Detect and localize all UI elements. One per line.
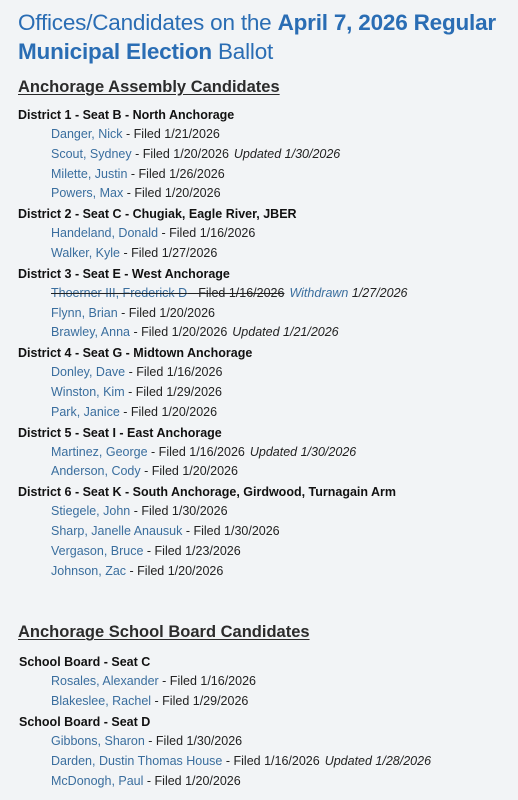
updated-note: Updated 1/30/2026 <box>233 146 341 161</box>
filed-date: - Filed 1/30/2026 <box>182 523 280 538</box>
candidate-row <box>18 443 518 463</box>
candidate-row <box>18 304 518 324</box>
candidate-link[interactable]: Park, Janice <box>51 404 120 419</box>
seat-heading: District 2 - Seat C - Chugiak, Eagle River, JBER <box>18 207 297 222</box>
seat-heading: District 3 - Seat E - West Anchorage <box>18 266 230 281</box>
filed-date: - Filed 1/16/2026 <box>158 226 256 241</box>
filed-date: - Filed 1/29/2026 <box>124 384 222 399</box>
filed-date: - Filed 1/27/2026 <box>120 245 218 260</box>
candidate-row <box>18 184 518 204</box>
candidate-link[interactable]: Stiegele, John <box>51 504 131 519</box>
filed-date: - Filed 1/29/2026 <box>151 694 249 709</box>
withdrawn-note <box>289 286 407 300</box>
seat-groups <box>18 652 518 791</box>
candidate-row <box>18 732 518 752</box>
withdrawn-label: Withdrawn <box>289 285 349 300</box>
seat-group <box>18 105 518 204</box>
candidate-link[interactable]: Rosales, Alexander <box>51 674 159 689</box>
filed-date: - Filed 1/20/2026 <box>119 404 218 419</box>
seat-heading: School Board - Seat D <box>19 714 151 729</box>
seat-heading: District 5 - Seat I - East Anchorage <box>18 425 222 440</box>
seat-heading: District 1 - Seat B - North Anchorage <box>18 108 235 122</box>
candidate-link[interactable]: Thoerner III, Frederick D <box>51 285 188 300</box>
filed-date: - Filed 1/16/2026 <box>222 753 320 768</box>
filed-date: - Filed 1/20/2026 <box>140 464 238 479</box>
candidate-link[interactable]: Martinez, George <box>51 444 148 459</box>
updated-note: Updated 1/30/2026 <box>249 444 357 459</box>
seat-groups <box>18 105 518 581</box>
filed-date: - Filed 1/20/2026 <box>123 186 221 201</box>
title-prefix: Offices/Candidates on the <box>18 10 278 35</box>
candidate-link[interactable]: Walker, Kyle <box>51 245 121 260</box>
filed-date: - Filed 1/30/2026 <box>144 733 243 748</box>
candidate-row <box>18 542 518 562</box>
candidate-link[interactable]: Anderson, Cody <box>51 464 141 479</box>
candidate-row <box>18 403 518 423</box>
candidate-link[interactable]: Vergason, Bruce <box>51 543 144 558</box>
seat-group <box>18 204 518 264</box>
seat-heading: District 6 - Seat K - South Anchorage, Girdwood, Turnagain Arm <box>18 485 397 500</box>
candidate-row <box>18 752 518 772</box>
filed-date: - Filed 1/20/2026 <box>143 773 241 788</box>
candidate-link[interactable]: Donley, Dave <box>51 365 126 380</box>
page-title <box>18 8 518 66</box>
candidate-row <box>18 363 518 383</box>
candidate-row <box>18 244 518 264</box>
seat-group <box>18 712 518 791</box>
filed-date: - Filed 1/21/2026 <box>122 127 220 141</box>
seat-group <box>18 423 518 483</box>
filed-date: - Filed 1/16/2026 <box>158 674 256 689</box>
withdrawn-entry <box>51 286 284 300</box>
filed-date: - Filed 1/30/2026 <box>130 504 228 519</box>
withdrawn-date: 1/27/2026 <box>348 285 408 300</box>
candidate-row <box>18 383 518 403</box>
filed-date: - Filed 1/23/2026 <box>143 543 241 558</box>
school-board-section <box>18 622 518 791</box>
sections <box>18 77 518 791</box>
candidate-link[interactable]: Powers, Max <box>51 186 124 201</box>
section-title: Anchorage Assembly Candidates <box>18 78 280 96</box>
candidate-row <box>18 672 518 692</box>
candidate-row <box>18 562 518 582</box>
candidate-row <box>18 502 518 522</box>
seat-heading: School Board - Seat C <box>19 655 151 670</box>
seat-heading: District 4 - Seat G - Midtown Anchorage <box>18 346 253 361</box>
title-election-date: April 7, 2026 Regular <box>277 10 496 35</box>
candidate-link[interactable]: Handeland, Donald <box>51 226 159 241</box>
candidate-row <box>18 125 518 145</box>
section-title: Anchorage School Board Candidates <box>18 623 310 642</box>
filed-date: - Filed 1/20/2026 <box>117 305 215 320</box>
assembly-section <box>18 77 518 581</box>
seat-group <box>18 482 518 581</box>
seat-group <box>18 264 518 343</box>
seat-group <box>18 343 518 422</box>
candidate-row <box>18 284 518 304</box>
candidate-row <box>18 145 518 165</box>
candidate-link[interactable]: Milette, Justin <box>51 166 128 181</box>
candidate-link[interactable]: Gibbons, Sharon <box>51 733 145 748</box>
candidate-link[interactable]: McDonogh, Paul <box>51 773 144 788</box>
candidate-link[interactable]: Darden, Dustin Thomas House <box>51 753 223 768</box>
candidate-row <box>18 692 518 712</box>
candidate-link[interactable]: Sharp, Janelle Anausuk <box>51 523 183 538</box>
filed-date: - Filed 1/20/2026 <box>126 563 224 578</box>
filed-date: - Filed 1/26/2026 <box>127 166 225 181</box>
candidate-link[interactable]: Johnson, Zac <box>51 563 127 578</box>
candidate-link[interactable]: Brawley, Anna <box>51 325 130 340</box>
candidate-row <box>18 224 518 244</box>
candidate-row <box>18 165 518 185</box>
title-election-type: Municipal Election <box>18 39 212 64</box>
candidate-link[interactable]: Winston, Kim <box>51 384 125 399</box>
filed-date: - Filed 1/20/2026 <box>131 146 229 161</box>
candidate-row <box>18 323 518 343</box>
candidate-link[interactable]: Flynn, Brian <box>51 305 118 320</box>
filed-date: - Filed 1/16/2026 <box>125 365 223 380</box>
candidate-link[interactable]: Scout, Sydney <box>51 146 132 161</box>
candidate-link[interactable]: Blakeslee, Rachel <box>51 694 152 709</box>
candidate-row <box>18 772 518 792</box>
seat-group <box>18 652 518 712</box>
candidate-row <box>18 462 518 482</box>
filed-date: - Filed 1/16/2026 <box>147 444 245 459</box>
updated-note: Updated 1/28/2026 <box>324 753 432 768</box>
updated-note: Updated 1/21/2026 <box>232 325 339 340</box>
filed-date: - Filed 1/20/2026 <box>129 325 228 340</box>
title-suffix: Ballot <box>211 39 274 64</box>
candidate-row <box>18 522 518 542</box>
filed-date: - Filed 1/16/2026 <box>187 285 285 300</box>
candidate-link[interactable]: Danger, Nick <box>51 127 123 141</box>
